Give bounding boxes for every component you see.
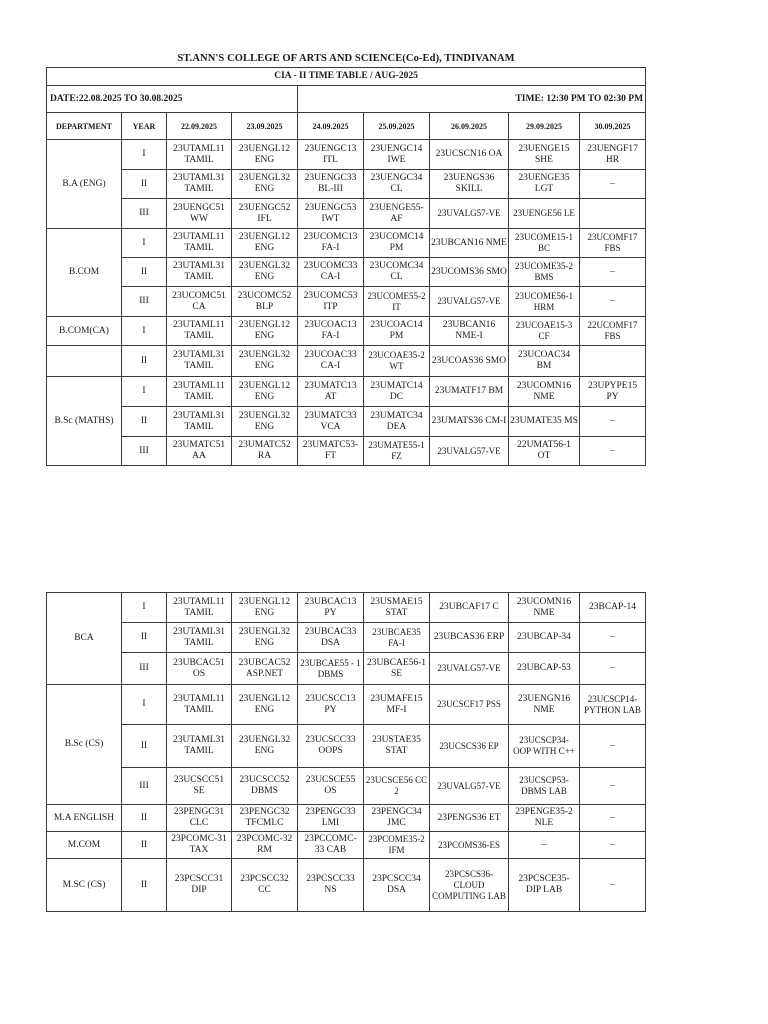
empty-dash: – (580, 859, 646, 912)
year-cell: II (122, 346, 167, 377)
exam-cell: 23UENGL32 ENG (232, 725, 298, 768)
exam-cell: 23UCOMC34 CL (364, 258, 430, 287)
exam-cell: 23PCOME35-2 IFM (364, 832, 430, 859)
exam-cell: 23UCOMC52 BLP (232, 287, 298, 317)
college-title: ST.ANN'S COLLEGE OF ARTS AND SCIENCE(Co-Ed), TINDIVANAM (177, 53, 515, 64)
exam-cell: 23UCOMC13 FA-I (298, 229, 364, 258)
header-year: YEAR (122, 113, 167, 140)
exam-cell: 23BCAP-14 (580, 593, 646, 623)
header-date: 25.09.2025 (364, 113, 430, 140)
exam-cell: 23UTAML31 TAMIL (167, 170, 232, 199)
empty-dash: – (580, 768, 646, 805)
exam-cell: 23UBCAS36 ERP (430, 623, 509, 653)
year-cell: III (122, 199, 167, 229)
header-department: DEPARTMENT (47, 113, 122, 140)
exam-cell: 22UMAT56-1 OT (509, 437, 580, 466)
dept-bsc-cs: B.Sc (CS) (47, 685, 122, 805)
exam-cell: 23UENGL12 ENG (232, 685, 298, 725)
exam-cell: 23UVALG57-VE (430, 768, 509, 805)
dept-bsc-maths: B.Sc (MATHS) (47, 377, 122, 466)
exam-cell: 23UMATE35 MS (509, 407, 580, 437)
exam-cell: 23UENGL12 ENG (232, 317, 298, 346)
header-date: 22.09.2025 (167, 113, 232, 140)
dept-bca: BCA (47, 593, 122, 685)
exam-cell: 23UCSCC51 SE (167, 768, 232, 805)
exam-cell: 23UTAML11 TAMIL (167, 229, 232, 258)
exam-cell: 23UBCAP-53 (509, 653, 580, 685)
dept-mcom: M.COM (47, 832, 122, 859)
exam-cell: 23UENGC51 WW (167, 199, 232, 229)
empty-dash: – (580, 437, 646, 466)
empty-dash: – (580, 653, 646, 685)
exam-cell: 23UENGL12 ENG (232, 377, 298, 407)
empty-dash: – (580, 170, 646, 199)
exam-cell: 23UCOAE15-3 CF (509, 317, 580, 346)
year-cell: I (122, 593, 167, 623)
exam-cell: 23UMATC34 DEA (364, 407, 430, 437)
exam-cell: 23USTAE35 STAT (364, 725, 430, 768)
exam-cell: 23PCSCC34 DSA (364, 859, 430, 912)
empty-dash: – (580, 832, 646, 859)
exam-cell: 23UENGE55- AF (364, 199, 430, 229)
exam-cell: 23UBCAC51 OS (167, 653, 232, 685)
exam-cell: 23UENGL32 ENG (232, 346, 298, 377)
exam-cell: 23UBCAC13 PY (298, 593, 364, 623)
exam-cell: 23UTAML11 TAMIL (167, 377, 232, 407)
exam-cell: 23UENGL32 ENG (232, 258, 298, 287)
exam-cell: 23PCOMC-32 RM (232, 832, 298, 859)
exam-cell: 23UCOMC14 PM (364, 229, 430, 258)
exam-cell: 23UTAML31 TAMIL (167, 623, 232, 653)
exam-cell: 23UCOAC13 FA-I (298, 317, 364, 346)
year-cell: III (122, 768, 167, 805)
header-date: 24.09.2025 (298, 113, 364, 140)
exam-cell: 23UMATC52 RA (232, 437, 298, 466)
exam-cell: 23UTAML31 TAMIL (167, 346, 232, 377)
exam-cell: 23PCSCC33 NS (298, 859, 364, 912)
exam-cell: 23UBCAC33 DSA (298, 623, 364, 653)
exam-cell: 23UCOME15-1 BC (509, 229, 580, 258)
timetable-title: CIA - II TIME TABLE / AUG-2025 (47, 68, 646, 86)
exam-cell: 23UENGL32 ENG (232, 170, 298, 199)
exam-cell: 23UENGE56 LE (509, 199, 580, 229)
year-cell: I (122, 317, 167, 346)
year-cell: II (122, 258, 167, 287)
exam-cell: 23UCOAC14 PM (364, 317, 430, 346)
exam-cell: 23PENGS36 ET (430, 805, 509, 832)
exam-cell: 23UENGF17 HR (580, 140, 646, 170)
exam-cell: 23PCCOMC- 33 CAB (298, 832, 364, 859)
exam-cell: 23UCSCC33 OOPS (298, 725, 364, 768)
exam-cell: 23UBCAN16 NME (430, 229, 509, 258)
exam-cell: 23UCOME56-1 HRM (509, 287, 580, 317)
exam-cell: 23UCOMS36 SMO (430, 258, 509, 287)
year-cell: I (122, 140, 167, 170)
exam-cell: 23UCOAC34 BM (509, 346, 580, 377)
exam-cell: 23UCOMC53 ITP (298, 287, 364, 317)
exam-cell: 23PCOMC-31 TAX (167, 832, 232, 859)
exam-cell: 23UENGC13 ITL (298, 140, 364, 170)
exam-cell: 23UTAML11 TAMIL (167, 317, 232, 346)
header-date: 29.09.2025 (509, 113, 580, 140)
exam-cell: 23UVALG57-VE (430, 653, 509, 685)
exam-cell: 23UBCAE35 FA-I (364, 623, 430, 653)
exam-cell: 23UCOME35-2 BMS (509, 258, 580, 287)
exam-cell: 23UMATC13 AT (298, 377, 364, 407)
exam-cell: 23UMATE55-1 FZ (364, 437, 430, 466)
year-cell: III (122, 653, 167, 685)
exam-cell: 23UBCAF17 C (430, 593, 509, 623)
exam-cell: 23PCSCE35- DIP LAB (509, 859, 580, 912)
empty-dash: – (580, 623, 646, 653)
exam-cell: 23UCSCE56 CC 2 (364, 768, 430, 805)
exam-cell: 23UMATC14 DC (364, 377, 430, 407)
empty-dash: – (580, 407, 646, 437)
exam-cell: 23UCSCC52 DBMS (232, 768, 298, 805)
exam-cell: 23UMATF17 BM (430, 377, 509, 407)
exam-cell: 23UTAML31 TAMIL (167, 258, 232, 287)
exam-cell: 23UCSCP14- PYTHON LAB (580, 685, 646, 725)
exam-cell: 23UENGL32 ENG (232, 407, 298, 437)
dept-msc-cs: M.SC (CS) (47, 859, 122, 912)
dept-bcom: B.COM (47, 229, 122, 317)
exam-cell: 23UTAML31 TAMIL (167, 725, 232, 768)
year-cell: III (122, 437, 167, 466)
exam-cell: 23UTAML11 TAMIL (167, 593, 232, 623)
empty-dash: – (580, 805, 646, 832)
year-cell: II (122, 170, 167, 199)
exam-cell: 23UCOAS36 SMO (430, 346, 509, 377)
empty-dash: – (580, 258, 646, 287)
empty-dash: – (580, 287, 646, 317)
exam-cell: 23PCSCC32 CC (232, 859, 298, 912)
exam-cell: 23UENGS36 SKILL (430, 170, 509, 199)
exam-cell: 23USMAE15 STAT (364, 593, 430, 623)
exam-cell: 23PENGC32 TFCMLC (232, 805, 298, 832)
exam-cell: 23UVALG57-VE (430, 199, 509, 229)
exam-cell: 23UCSCF17 PSS (430, 685, 509, 725)
timetable-part-1 (46, 67, 646, 466)
year-cell: II (122, 859, 167, 912)
exam-cell: 23UTAML11 TAMIL (167, 140, 232, 170)
year-cell: I (122, 685, 167, 725)
dept-bcom-ca: B.COM(CA) (47, 317, 122, 346)
timetable-part-2 (46, 592, 646, 912)
exam-cell: 23UMATS36 CM-I (430, 407, 509, 437)
exam-cell: 23UENGE15 SHE (509, 140, 580, 170)
exam-cell: 23UCSCE55 OS (298, 768, 364, 805)
exam-cell: 23UENGE35 LGT (509, 170, 580, 199)
exam-cell: 23UENGL12 ENG (232, 593, 298, 623)
header-date: 23.09.2025 (232, 113, 298, 140)
exam-cell: 23PCOMS36-ES (430, 832, 509, 859)
exam-cell: 23UCSCN16 OA (430, 140, 509, 170)
empty-dash: – (580, 725, 646, 768)
exam-cell: 23PCSCS36- CLOUD COMPUTING LAB (430, 859, 509, 912)
exam-cell: 23UBCAE56-1 SE (364, 653, 430, 685)
exam-cell: 23UCSCC13 PY (298, 685, 364, 725)
empty-cell (580, 199, 646, 229)
exam-cell: 23UCOMN16 NME (509, 593, 580, 623)
header-date: 26.09.2025 (430, 113, 509, 140)
exam-cell: 23UENGC52 IFL (232, 199, 298, 229)
exam-cell: 23UCOMF17 FBS (580, 229, 646, 258)
exam-cell: 23UENGC34 CL (364, 170, 430, 199)
exam-cell: 23UENGL32 ENG (232, 623, 298, 653)
dept-ma-english: M.A ENGLISH (47, 805, 122, 832)
exam-cell: 23UENGC14 IWE (364, 140, 430, 170)
exam-cell: 23UCSCP53- DBMS LAB (509, 768, 580, 805)
exam-cell: 22UCOMF17 FBS (580, 317, 646, 346)
year-cell: II (122, 832, 167, 859)
exam-cell: 23PCSCC31 DIP (167, 859, 232, 912)
year-cell: II (122, 623, 167, 653)
header-date: 30.09.2025 (580, 113, 646, 140)
date-range: DATE:22.08.2025 TO 30.08.2025 (47, 86, 298, 113)
exam-cell: 23UVALG57-VE (430, 437, 509, 466)
exam-cell: 23UCSCP34- OOP WITH C++ (509, 725, 580, 768)
exam-cell: 23UCOME55-2 IT (364, 287, 430, 317)
exam-cell: 23UENGL12 ENG (232, 140, 298, 170)
exam-cell: 23UCOAC33 CA-I (298, 346, 364, 377)
empty-cell (580, 346, 646, 377)
exam-cell: 23UENGL12 ENG (232, 229, 298, 258)
exam-cell: 23PENGC33 LMI (298, 805, 364, 832)
exam-cell: 23UCOAE35-2 WT (364, 346, 430, 377)
exam-cell: 23UMATC53- FT (298, 437, 364, 466)
exam-cell: 23UMAFE15 MF-I (364, 685, 430, 725)
exam-cell: 23UVALG57-VE (430, 287, 509, 317)
exam-cell: 23UCOMC51 CA (167, 287, 232, 317)
year-cell: III (122, 287, 167, 317)
year-cell: II (122, 725, 167, 768)
exam-cell: 23UCOMN16 NME (509, 377, 580, 407)
exam-cell: 23UBCAE55 - 1 DBMS (298, 653, 364, 685)
exam-cell: 23UTAML31 TAMIL (167, 407, 232, 437)
exam-cell: 23PENGC34 JMC (364, 805, 430, 832)
dept-ba-eng: B.A (ENG) (47, 140, 122, 229)
exam-cell: 23PENGC31 CLC (167, 805, 232, 832)
exam-cell: 23UENGC53 IWT (298, 199, 364, 229)
exam-cell: 23UBCAN16 NME-I (430, 317, 509, 346)
exam-cell: 23UCOMC33 CA-I (298, 258, 364, 287)
exam-cell: 23PENGE35-2 NLE (509, 805, 580, 832)
exam-cell: 23UPYPE15 PY (580, 377, 646, 407)
exam-cell: 23UCSCS36 EP (430, 725, 509, 768)
exam-cell: 23UTAML11 TAMIL (167, 685, 232, 725)
time-range: TIME: 12:30 PM TO 02:30 PM (298, 86, 646, 113)
dept-blank (47, 346, 122, 377)
year-cell: II (122, 805, 167, 832)
exam-cell: 23UMATC51 AA (167, 437, 232, 466)
exam-cell: 23UENGN16 NME (509, 685, 580, 725)
empty-dash: – (509, 832, 580, 859)
exam-cell: 23UBCAC52 ASP.NET (232, 653, 298, 685)
exam-cell: 23UBCAP-34 (509, 623, 580, 653)
year-cell: I (122, 377, 167, 407)
exam-cell: 23UMATC33 VCA (298, 407, 364, 437)
year-cell: II (122, 407, 167, 437)
exam-cell: 23UENGC33 BL-III (298, 170, 364, 199)
year-cell: I (122, 229, 167, 258)
